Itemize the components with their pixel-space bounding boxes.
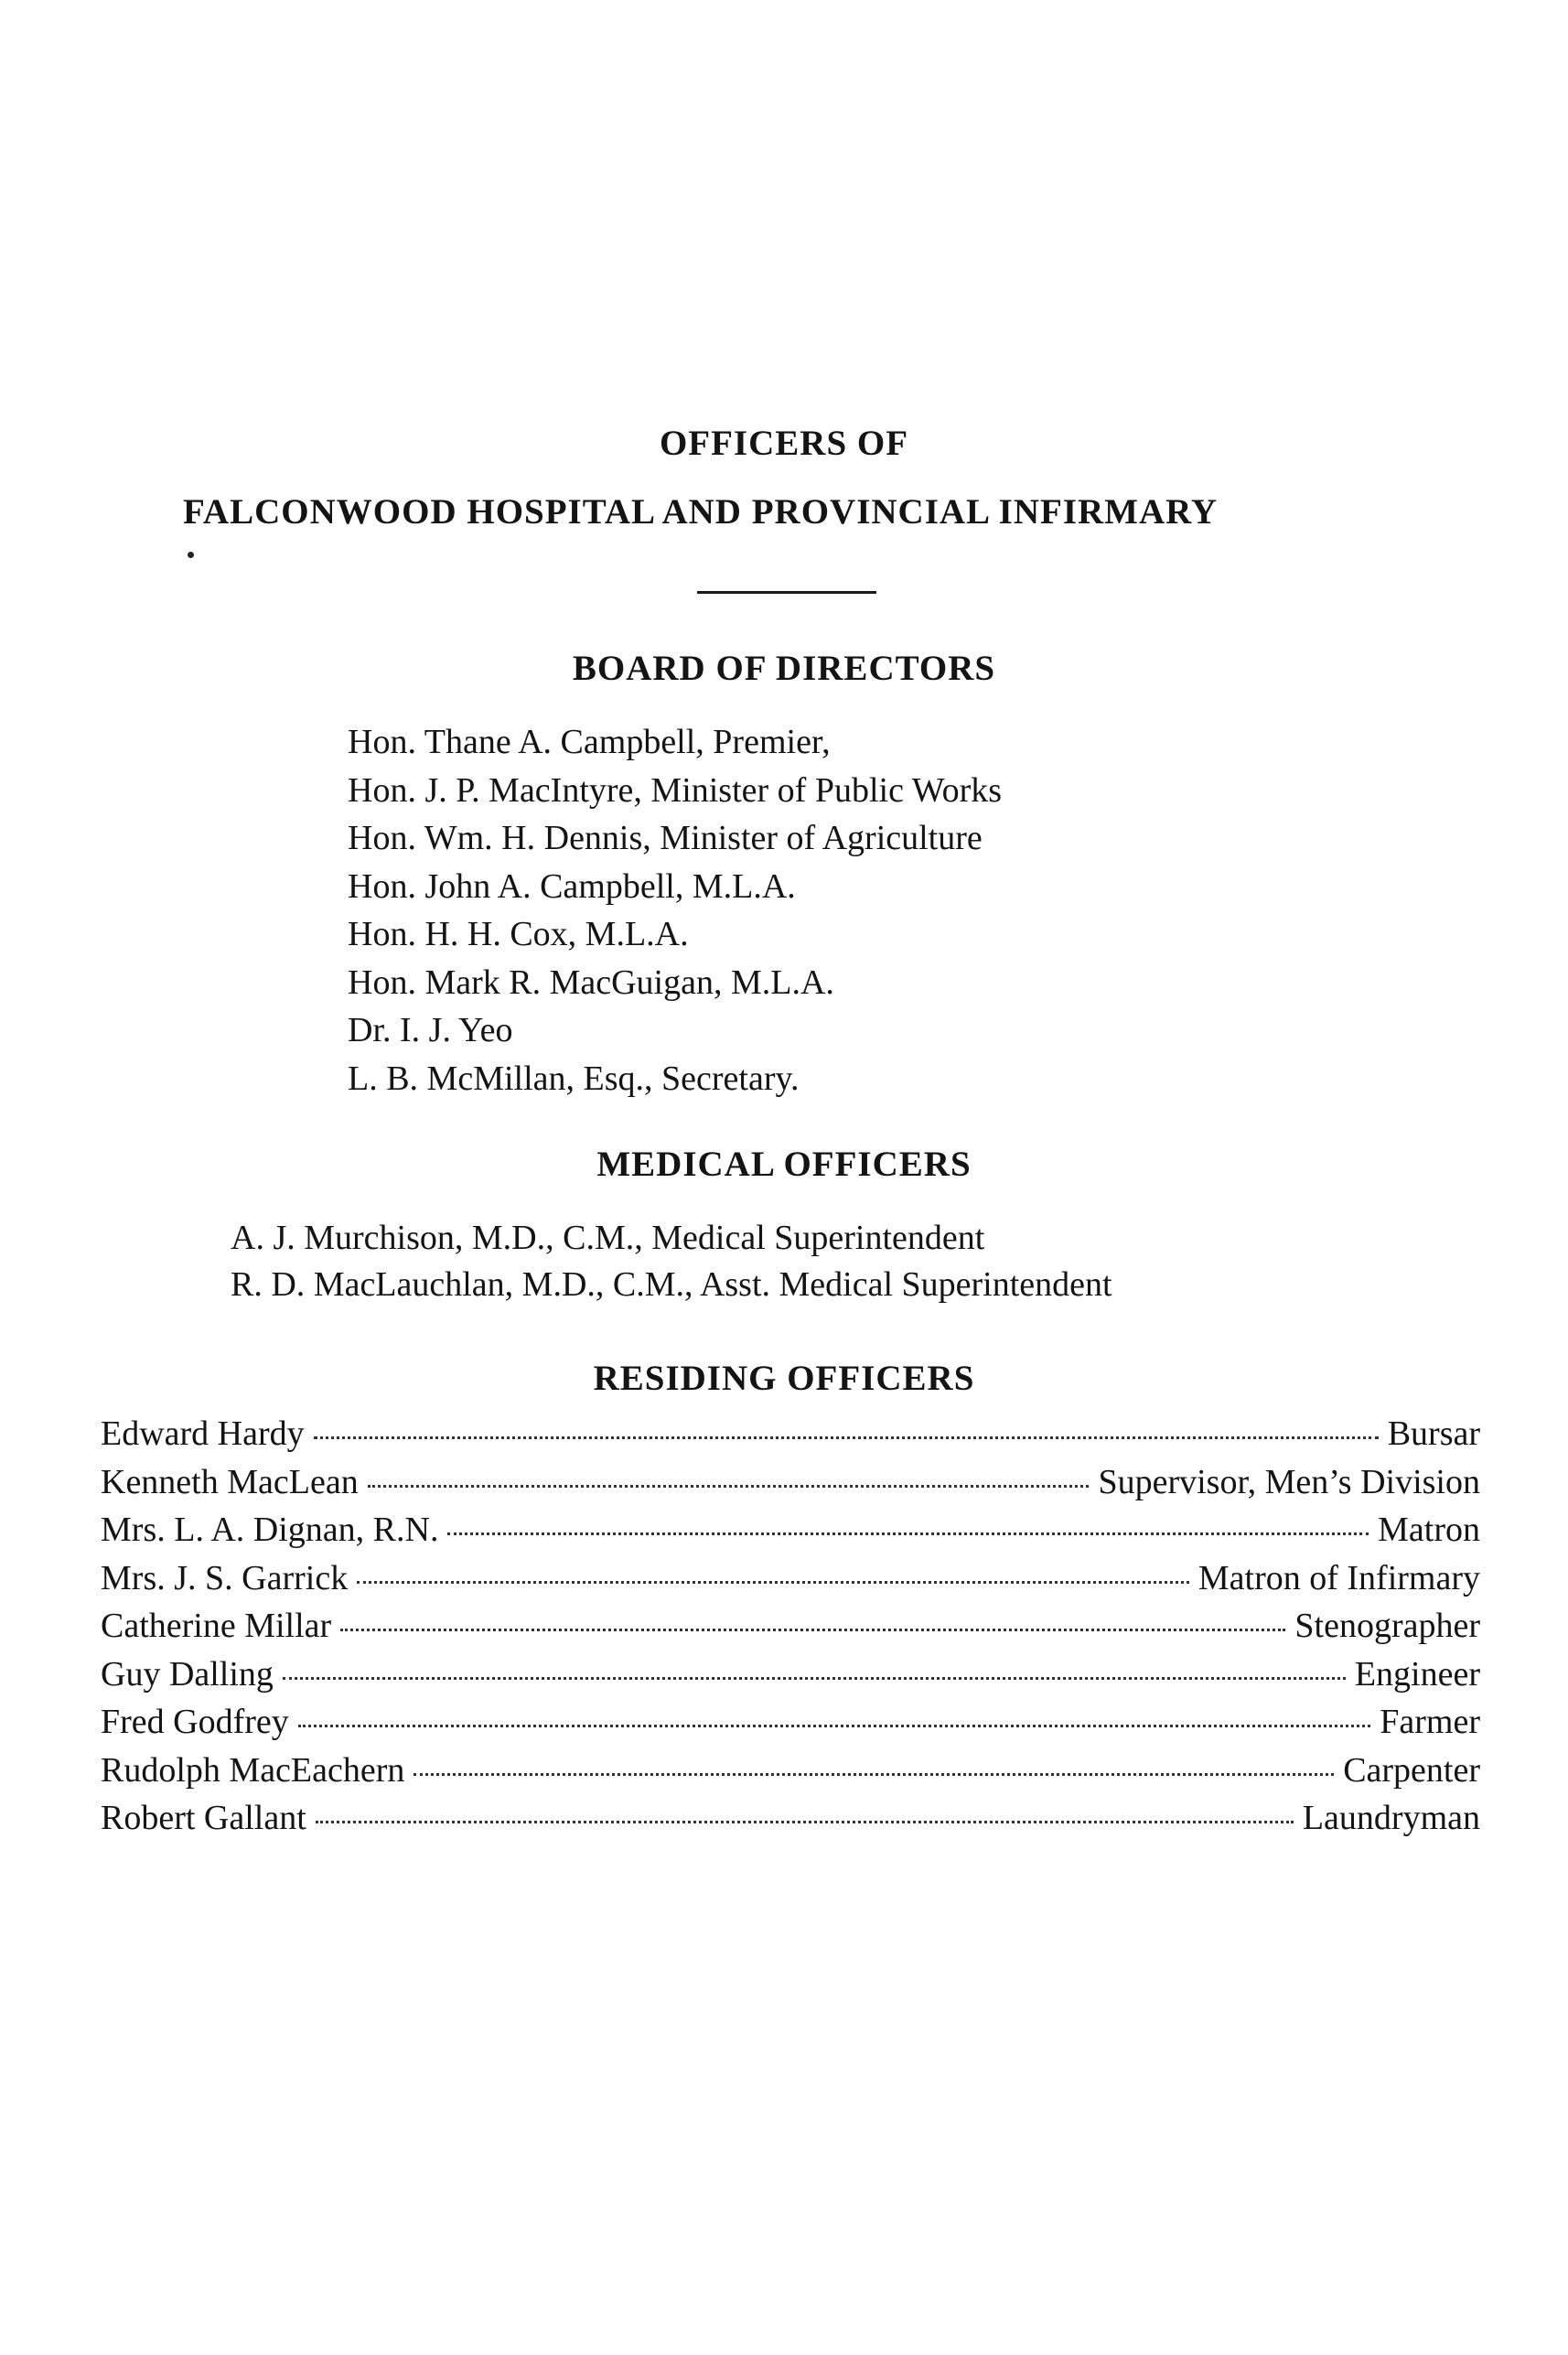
medical-officers-heading: MEDICAL OFFICERS — [596, 1145, 972, 1184]
director-entry: Hon. J. P. MacIntyre, Minister of Public Works — [348, 770, 1003, 810]
officer-role: Carpenter — [1343, 1750, 1480, 1790]
officer-name: Catherine Millar — [101, 1607, 332, 1645]
medical-officer-entry: R. D. MacLauchlan, M.D., C.M., Asst. Medical Superintendent — [231, 1265, 1112, 1304]
officer-role: Farmer — [1380, 1703, 1480, 1741]
residing-officer-row — [101, 1798, 1480, 1846]
medical-officer-entry: A. J. Murchison, M.D., C.M., Medical Superintendent — [231, 1219, 985, 1257]
bullet-mark — [188, 552, 194, 558]
page-title-line-2: FALCONWOOD HOSPITAL AND PROVINCIAL INFIRMARY — [183, 492, 1219, 532]
director-entry: L. B. McMillan, Esq., Secretary. — [348, 1059, 800, 1098]
officer-name: Kenneth MacLean — [101, 1462, 359, 1501]
officer-role: Bursar — [1387, 1414, 1480, 1453]
residing-officer-row — [101, 1462, 1480, 1511]
officer-name: Guy Dalling — [101, 1654, 274, 1694]
residing-officer-row — [101, 1702, 1480, 1750]
residing-officer-row — [101, 1414, 1480, 1462]
residing-officer-row — [101, 1606, 1480, 1654]
officer-name: Mrs. J. S. Garrick — [101, 1558, 349, 1597]
director-entry: Hon. John A. Campbell, M.L.A. — [348, 866, 796, 906]
dot-leader — [314, 1436, 1379, 1439]
officer-role: Stenographer — [1294, 1607, 1480, 1645]
director-entry: Dr. I. J. Yeo — [348, 1011, 513, 1049]
officer-role: Matron of Infirmary — [1197, 1558, 1480, 1597]
board-of-directors-list — [348, 718, 1002, 1102]
divider-rule — [697, 591, 876, 594]
director-entry: Hon. Wm. H. Dennis, Minister of Agriculture — [348, 819, 983, 857]
dot-leader — [357, 1581, 1189, 1584]
residing-officer-row — [101, 1558, 1480, 1607]
officer-name: Robert Gallant — [101, 1799, 306, 1837]
board-of-directors-heading: BOARD OF DIRECTORS — [572, 649, 996, 688]
page-title-line-1: OFFICERS OF — [659, 424, 909, 463]
officer-name: Fred Godfrey — [101, 1703, 289, 1741]
dot-leader — [298, 1725, 1370, 1727]
officer-name: Mrs. L. A. Dignan, R.N. — [101, 1511, 439, 1549]
residing-officer-row — [101, 1654, 1480, 1703]
director-entry: Hon. Thane A. Campbell, Premier, — [348, 723, 831, 761]
officer-name: Edward Hardy — [101, 1414, 305, 1453]
dot-leader — [283, 1677, 1346, 1680]
officer-role: Matron — [1378, 1511, 1480, 1549]
medical-officers-list — [231, 1215, 1112, 1308]
officer-role: Engineer — [1354, 1654, 1480, 1694]
dot-leader — [413, 1773, 1334, 1776]
director-entry: Hon. H. H. Cox, M.L.A. — [348, 915, 689, 953]
dot-leader — [316, 1821, 1294, 1823]
residing-officers-heading: RESIDING OFFICERS — [593, 1359, 975, 1398]
officer-name: Rudolph MacEachern — [101, 1750, 405, 1790]
residing-officer-row — [101, 1510, 1480, 1558]
officer-role: Supervisor, Men’s Division — [1098, 1462, 1480, 1501]
dot-leader — [340, 1629, 1285, 1631]
director-entry: Hon. Mark R. MacGuigan, M.L.A. — [348, 962, 834, 1002]
residing-officer-row — [101, 1750, 1480, 1799]
officer-role: Laundryman — [1302, 1799, 1480, 1837]
dot-leader — [447, 1532, 1369, 1535]
residing-officers-list — [101, 1414, 1480, 1846]
dot-leader — [368, 1485, 1090, 1488]
